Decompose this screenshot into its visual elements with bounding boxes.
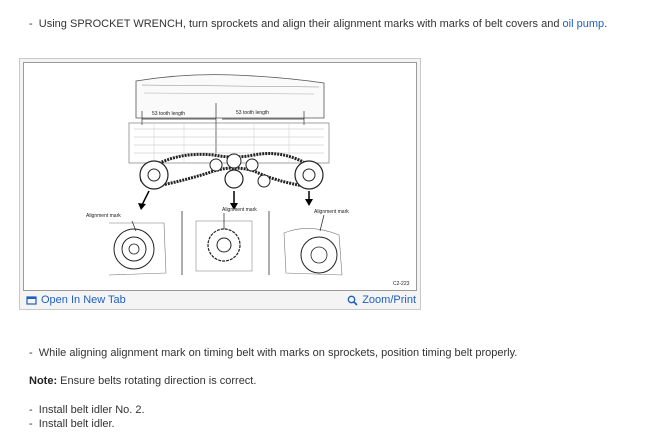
step-text: Install belt idler No. 2. bbox=[38, 404, 145, 416]
alignment-mark-label-center: Alignment mark bbox=[222, 207, 257, 213]
dimension-label-left: 53 tooth length bbox=[152, 111, 186, 117]
step-install-idler bbox=[29, 417, 115, 431]
open-tab-icon bbox=[26, 295, 37, 306]
bullet: - bbox=[29, 18, 33, 30]
figure-container bbox=[19, 58, 421, 310]
magnifier-icon bbox=[347, 295, 358, 306]
alignment-mark-label-right: Alignment mark bbox=[314, 209, 349, 215]
step-text: Using SPROCKET WRENCH, turn sprockets and align their alignment marks with marks of belt covers and bbox=[38, 18, 563, 30]
open-in-new-tab-label: Open In New Tab bbox=[41, 294, 126, 306]
note bbox=[29, 374, 256, 388]
note-text: Ensure belts rotating direction is correct. bbox=[57, 375, 257, 387]
zoom-print-label: Zoom/Print bbox=[362, 294, 416, 306]
step-text: Install belt idler. bbox=[38, 418, 115, 430]
note-label: Note: bbox=[29, 375, 58, 387]
figure-code: C2-223 bbox=[393, 281, 410, 287]
step-text: While aligning alignment mark on timing belt with marks on sprockets, position timing belt properly. bbox=[38, 347, 518, 359]
zoom-print-button[interactable] bbox=[347, 294, 416, 306]
bullet: - bbox=[29, 404, 33, 416]
step-install-idler-2 bbox=[29, 403, 145, 417]
bullet: - bbox=[29, 418, 33, 430]
step-sprocket-alignment: - Using SPROCKET WRENCH, turn sprockets and align their alignment marks with marks of belt covers and oil pump. bbox=[29, 18, 608, 30]
dimension-label-right: 53 tooth length bbox=[236, 110, 270, 116]
open-in-new-tab-button[interactable] bbox=[26, 294, 126, 306]
alignment-mark-label-left: Alignment mark bbox=[86, 213, 121, 219]
oil-pump-link[interactable]: oil pump bbox=[562, 18, 605, 30]
timing-belt-diagram bbox=[23, 62, 417, 291]
bullet: - bbox=[29, 347, 33, 359]
step-timing-belt bbox=[29, 346, 517, 360]
figure-toolbar bbox=[20, 291, 420, 309]
engine-sprocket-illustration bbox=[24, 63, 416, 290]
